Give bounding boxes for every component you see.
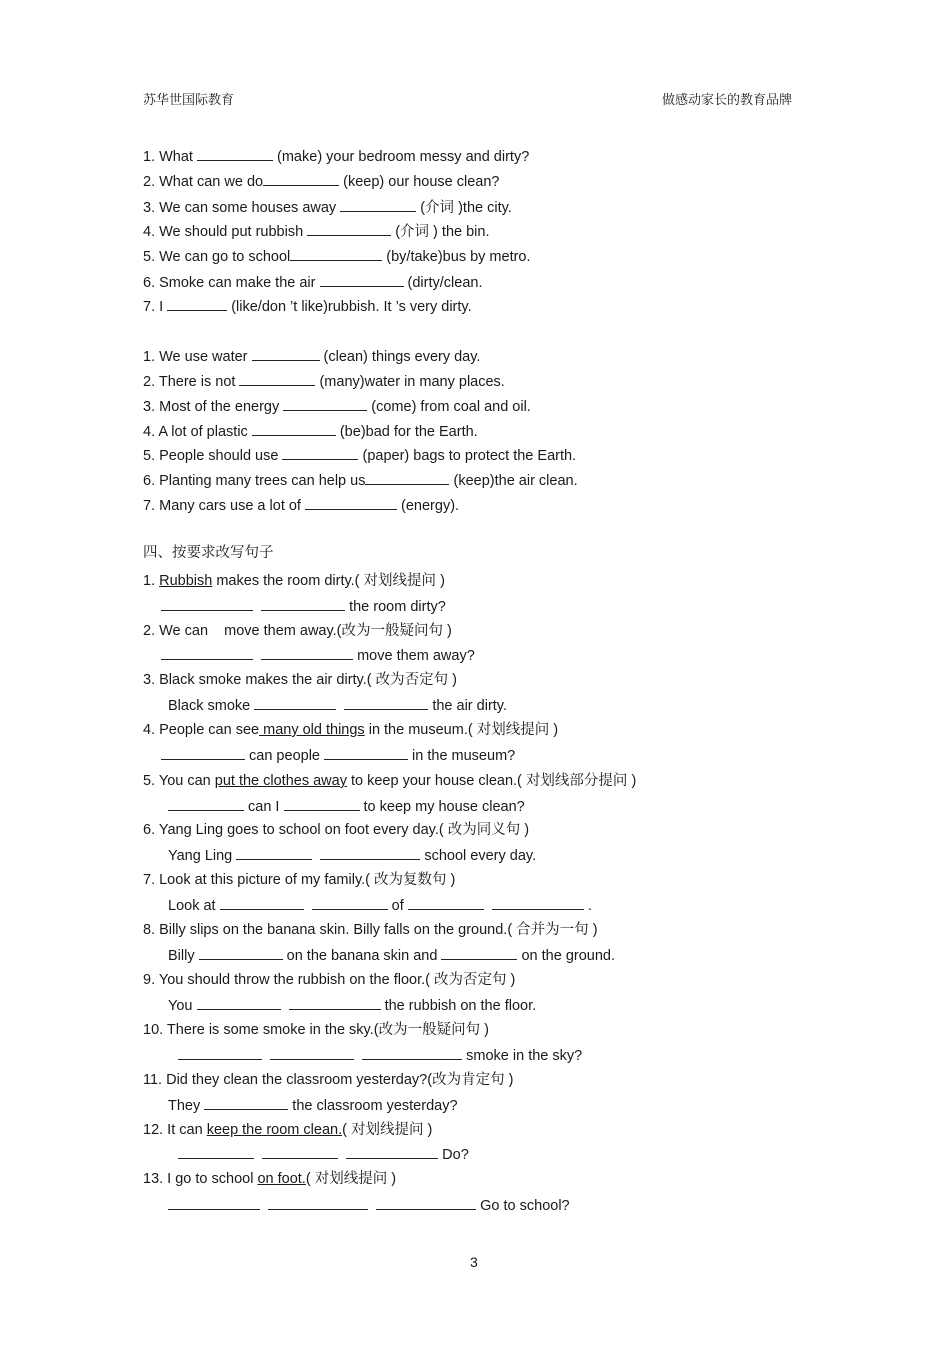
question-13: 13. I go to school on foot.( 对划线提问 ) [143,1171,397,1187]
exercise-a-4: 4. We should put rubbish (介词 ) the bin. [143,224,490,240]
exercise-a-7: 7. I (like/don ’t like)rubbish. It ’s very dirty. [143,299,472,315]
answer-8: Billy on the banana skin and on the ground. [168,948,616,964]
answer-4: can people in the museum? [161,746,515,765]
question-7: 7. Look at this picture of my family.( 改为复数句 ) [143,872,456,888]
answer-11: They the classroom yesterday? [168,1098,458,1114]
question-1: 1. Rubbish makes the room dirty.( 对划线提问 ) [143,573,445,589]
answer-3: Black smoke the air dirty. [168,698,507,714]
question-10: 10. There is some smoke in the sky.(改为一般疑问句 ) [143,1022,489,1038]
exercise-a-1: 1. What (make) your bedroom messy and dirty? [143,149,530,165]
exercise-b-2: 2. There is not (many)water in many places. [143,374,505,390]
question-11: 11. Did they clean the classroom yesterday?(改为肯定句 ) [143,1072,514,1088]
exercise-a-6: 6. Smoke can make the air (dirty/clean. [143,275,483,291]
exercise-b-1: 1. We use water (clean) things every day. [143,349,481,365]
question-4: 4. People can see many old things in the museum.( 对划线提问 ) [143,722,559,738]
answer-7: Look at of . [168,898,592,914]
question-3: 3. Black smoke makes the air dirty.( 改为否定句 ) [143,672,457,688]
section-title: 四、按要求改写句子 [143,545,274,561]
exercise-b-7: 7. Many cars use a lot of (energy). [143,498,460,514]
exercise-b-5: 5. People should use (paper) bags to protect the Earth. [143,448,577,464]
exercise-b-3: 3. Most of the energy (come) from coal and oil. [143,399,531,415]
header-right: 做感动家长的教育品牌 [662,92,793,107]
header-left: 苏华世国际教育 [143,92,235,107]
question-8: 8. Billy slips on the banana skin. Billy falls on the ground.( 合并为一句 ) [143,922,598,938]
exercise-b-4: 4. A lot of plastic (be)bad for the Earth. [143,424,478,440]
question-12: 12. It can keep the room clean.( 对划线提问 ) [143,1122,433,1138]
question-5: 5. You can put the clothes away to keep your house clean.( 对划线部分提问 ) [143,773,637,789]
page-number: 3 [470,1254,478,1270]
answer-9: You the rubbish on the floor. [168,998,537,1014]
answer-1: the room dirty? [161,597,446,616]
exercise-a-3: 3. We can some houses away (介词 )the city. [143,200,512,216]
answer-5: can I to keep my house clean? [168,797,525,816]
question-9: 9. You should throw the rubbish on the floor.( 改为否定句 ) [143,972,516,988]
exercise-b-6: 6. Planting many trees can help us (keep)the air clean. [143,473,578,489]
answer-10: smoke in the sky? [178,1046,582,1065]
question-6: 6. Yang Ling goes to school on foot every day.( 改为同义句 ) [143,822,530,838]
question-2: 2. We can move them away.(改为一般疑问句 ) [143,623,452,639]
answer-2: move them away? [161,646,475,665]
answer-12: Do? [178,1145,469,1164]
answer-6: Yang Ling school every day. [168,848,537,864]
answer-13: Go to school? [168,1196,570,1215]
exercise-a-2: 2. What can we do (keep) our house clean? [143,174,500,190]
exercise-a-5: 5. We can go to school (by/take)bus by metro. [143,249,531,265]
